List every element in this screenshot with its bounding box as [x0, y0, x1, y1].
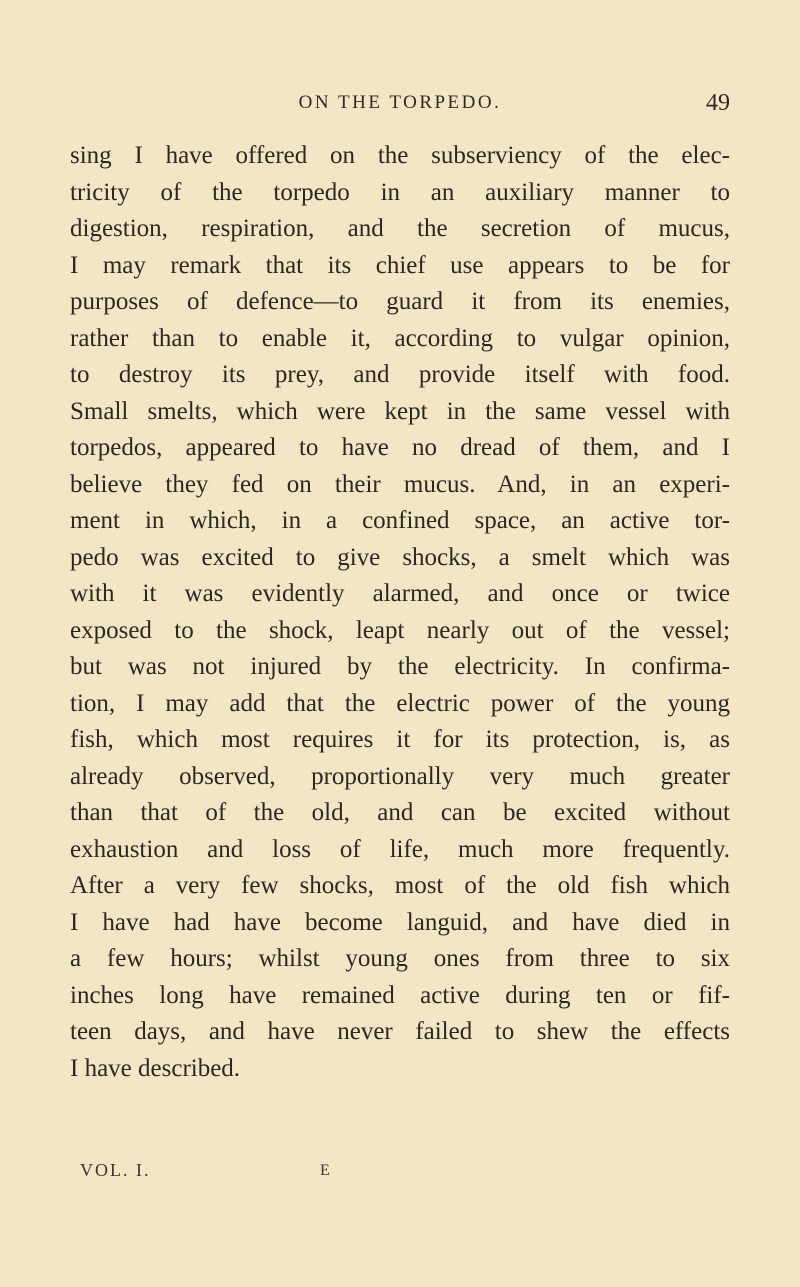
volume-mark: VOL. I. — [80, 1160, 151, 1180]
text-line: After a very few shocks, most of the old fish which — [70, 872, 730, 899]
text-line: digestion, respiration, and the secretion of mucus, — [70, 215, 730, 242]
body-text — [70, 138, 730, 1087]
text-line: exposed to the shock, leapt nearly out of the vessel; — [70, 616, 730, 644]
running-head — [0, 90, 800, 126]
text-line: a few hours; whilst young ones from three to six — [70, 945, 730, 972]
text-line: with it was evidently alarmed, and once or twice — [70, 580, 730, 607]
text-line: Small smelts, which were kept in the same vessel with — [70, 397, 730, 425]
text-line: purposes of defence—to guard it from its enemies, — [70, 288, 730, 315]
signature-letter: E — [320, 1162, 330, 1179]
text-line: than that of the old, and can be excited without — [70, 799, 730, 826]
text-line: sing I have offered on the subserviency of the elec- — [70, 142, 730, 169]
text-line: fish, which most requires it for its protection, is, as — [70, 726, 730, 753]
text-line: already observed, proportionally very much greater — [70, 762, 730, 790]
text-line: torpedos, appeared to have no dread of them, and I — [70, 434, 730, 461]
signature-line — [80, 1160, 480, 1190]
text-line: but was not injured by the electricity. In confirma- — [70, 653, 730, 680]
text-line: believe they fed on their mucus. And, in an experi- — [70, 470, 730, 498]
text-line: I have had have become languid, and have died in — [70, 908, 730, 936]
text-line: pedo was excited to give shocks, a smelt which was — [70, 543, 730, 571]
text-line: I have described. — [70, 1054, 241, 1082]
page-number: 49 — [706, 90, 730, 116]
text-line: tion, I may add that the electric power of the young — [70, 689, 730, 717]
running-title: ON THE TORPEDO. — [298, 92, 502, 113]
text-line: ment in which, in a confined space, an active tor- — [70, 507, 730, 534]
text-line: I may remark that its chief use appears to be for — [70, 251, 730, 279]
text-line: to destroy its prey, and provide itself with food. — [70, 361, 730, 388]
text-line: tricity of the torpedo in an auxiliary manner to — [70, 178, 730, 206]
text-line: inches long have remained active during ten or fif- — [70, 981, 730, 1009]
text-line: teen days, and have never failed to shew the effects — [70, 1018, 730, 1045]
text-line: rather than to enable it, according to vulgar opinion, — [70, 324, 730, 352]
text-line: exhaustion and loss of life, much more frequently. — [70, 835, 730, 863]
